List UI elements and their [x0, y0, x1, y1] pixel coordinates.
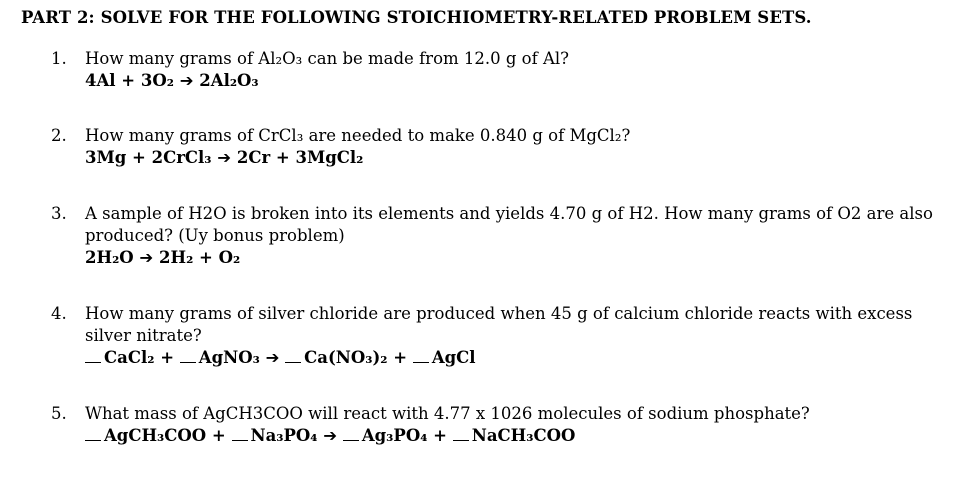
- problem-number: 1.: [51, 49, 67, 68]
- equation-term: AgNO₃: [198, 348, 260, 367]
- chemical-equation: [85, 247, 945, 269]
- part-title: PART 2: SOLVE FOR THE FOLLOWING STOICHIOMETRY-RELATED PROBLEM SETS.: [21, 8, 812, 27]
- problem-question-line: What mass of AgCH3COO will react with 4.77 x 1026 molecules of sodium phosphate?: [85, 404, 810, 423]
- coefficient-blank[interactable]: [180, 348, 196, 363]
- problem-question-line: How many grams of Al₂O₃ can be made from 12.0 g of Al?: [85, 49, 570, 68]
- chemical-equation: [85, 425, 945, 447]
- chemical-equation: [85, 70, 945, 92]
- problem-question-line: silver nitrate?: [85, 326, 202, 345]
- reaction-arrow-icon: ➔: [323, 426, 338, 445]
- coefficient-blank[interactable]: [285, 348, 301, 363]
- coefficient-blank[interactable]: [232, 426, 248, 441]
- reaction-arrow-icon: ➔: [217, 148, 232, 167]
- equation-term: CaCl₂ +: [104, 348, 175, 367]
- coefficient-blank[interactable]: [85, 426, 101, 441]
- coefficient-blank[interactable]: [85, 348, 101, 363]
- reaction-arrow-icon: ➔: [179, 71, 194, 90]
- problem-number: 2.: [51, 126, 67, 145]
- equation-term: AgCl: [431, 348, 476, 367]
- coefficient-blank[interactable]: [413, 348, 429, 363]
- equation-term: NaCH₃COO: [471, 426, 576, 445]
- equation-products: 2Cr + 3MgCl₂: [236, 148, 364, 167]
- equation-products: 2Al₂O₃: [199, 71, 259, 90]
- equation-reactants: 4Al + 3O₂: [85, 71, 174, 90]
- problem-question-line: A sample of H2O is broken into its elements and yields 4.70 g of H2. How many grams of O2 are also: [85, 204, 933, 223]
- problem-number: 3.: [51, 204, 67, 223]
- equation-reactants: 3Mg + 2CrCl₃: [85, 148, 212, 167]
- problem-question-line: How many grams of CrCl₃ are needed to make 0.840 g of MgCl₂?: [85, 126, 631, 145]
- coefficient-blank[interactable]: [453, 426, 469, 441]
- chemical-equation: [85, 147, 945, 169]
- reaction-arrow-icon: ➔: [139, 248, 154, 267]
- equation-term: Ag₃PO₄ +: [361, 426, 447, 445]
- problem-question-line: produced? (Uy bonus problem): [85, 226, 345, 245]
- equation-term: AgCH₃COO +: [104, 426, 226, 445]
- problem-question-line: How many grams of silver chloride are produced when 45 g of calcium chloride reacts with excess: [85, 304, 913, 323]
- problem-number: 4.: [51, 304, 67, 323]
- equation-term: Na₃PO₄: [250, 426, 318, 445]
- reaction-arrow-icon: ➔: [265, 348, 280, 367]
- chemical-equation: [85, 347, 945, 369]
- equation-term: Ca(NO₃)₂ +: [304, 348, 408, 367]
- equation-reactants: 2H₂O: [85, 248, 134, 267]
- equation-products: 2H₂ + O₂: [159, 248, 241, 267]
- problem-number: 5.: [51, 404, 67, 423]
- coefficient-blank[interactable]: [343, 426, 359, 441]
